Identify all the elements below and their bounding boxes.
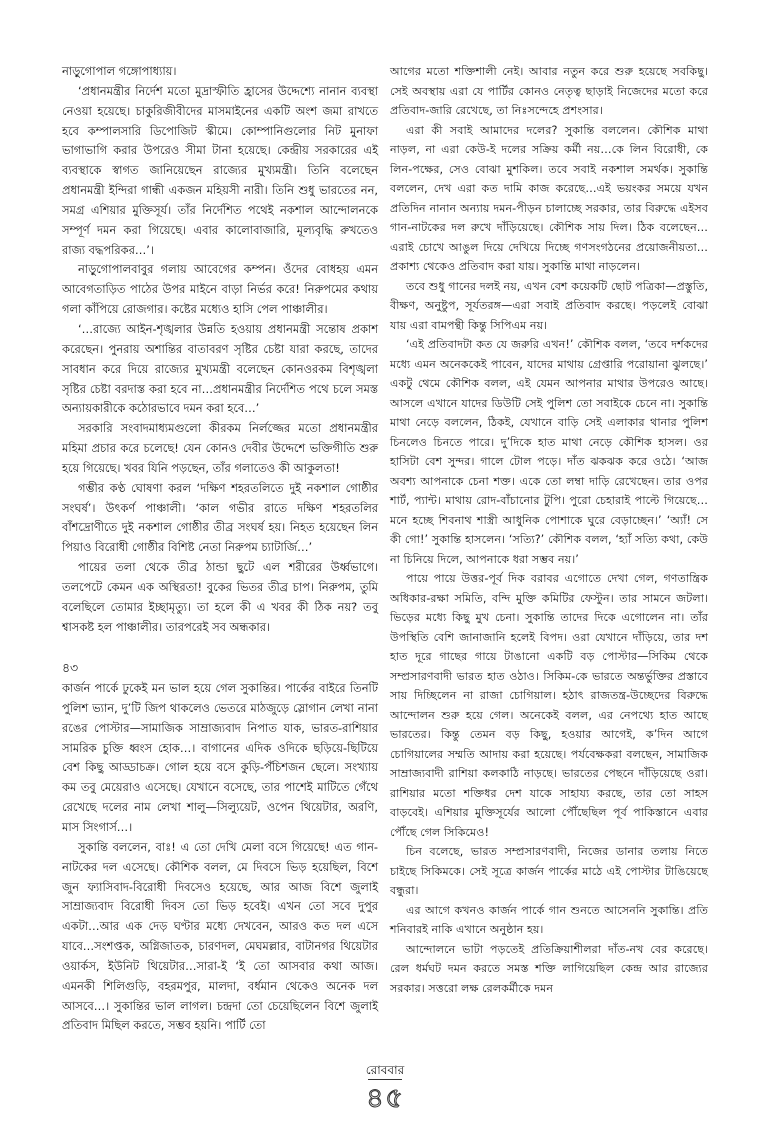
paragraph: সরকারি সংবাদমাধ্যমগুলো কীরকম নির্লজ্জের মতো প্রধানমন্ত্রীর মহিমা প্রচার করে চলেছে! যেন কোনও দেবীর উদ্দেশে ভক্তিগীতি শুরু হয়ে গিয়েছে। খবর যিনি পড়ছেন, তাঁর গলাতেও কী আকুলতা!	[62, 421, 378, 475]
paragraph: ‘এই প্রতিবাদটা কত যে জরুরি এখন!’ কৌশিক বলল, ‘তবে দর্শকদের মধ্যে এমন অনেককেই পাবেন, যাদের মাথায় গ্রেপ্তারি পরোয়ানা ঝুলছে।’ একটু থেমে কৌশিক বলল, এই যেমন আপনার মাথার উপরেও আছে। আসলে এখানে যাদের ডিউটি সেই পুলিশ তো সবাইকে চেনে না। সুকান্তি মাথা নেড়ে বললেন, ঠিকই, যেখানে বাড়ি সেই এলাকার থানার পুলিশ চিনলেও চিনতে পারে। দু’দিকে হাত মাথা নেড়ে কৌশিক হাসল। ওর হাসিটা বেশ সুন্দর। গালে টোল পড়ে। দাঁত ঝকঝক করে ওঠে। ‘আজ অবশ্য আপনাকে চেনা শক্ত। একে তো লম্বা দাড়ি রেখেছেন। তার ওপর শার্ট, প্যান্ট। মাথায় রোদ-বাঁচানোর টুপি। পুরো চেহারাই পাল্টে গিয়েছে…মনে হচ্ছে শিবনাথ শাস্ত্রী আধুনিক পোশাকে ঘুরে বেড়াচ্ছেন।’ ‘অ্যাঁ! সে কী গো!’ সুকান্তি হাসলেন। ‘সত্যি?’ কৌশিক বলল, ‘হ্যাঁ সত্যি কথা, কেউ না চিনিয়ে দিলে, আপনাকে ধরা সম্ভব নয়।’	[390, 338, 708, 566]
paragraph: ‘…রাজ্যে আইন-শৃঙ্খলার উন্নতি হওয়ায় প্রধানমন্ত্রী সন্তোষ প্রকাশ করেছেন। পুনরায় অশান্তির বাতাবরণ সৃষ্টির চেষ্টা যারা করছে, তাদের সাবধান করে দিয়ে রাজ্যের মুখ্যমন্ত্রী বলেছেন কোনওরকম বিশৃঙ্খলা সৃষ্টির চেষ্টা বরদাস্ত করা হবে না…প্রধানমন্ত্রীর নির্দেশিত পথে চলে সমস্ত অন্যায়কারীকে কঠোরভাবে দমন করা হবে…’	[62, 321, 378, 416]
left-text-column	[62, 62, 378, 1036]
paragraph: এরা কী সবাই আমাদের দলের? সুকান্তি বললেন। কৌশিক মাথা নাড়ল, না এরা কেউ-ই দলের সক্রিয় কর্মী নয়…কে লিন বিরোধী, কে লিন-পক্ষের, সেও বোঝা মুশকিল। তবে সবাই নকশাল সমর্থক। সুকান্তি বললেন, দেখ এরা কত দামি কাজ করেছে…এই ভয়ংকর সময়ে যখন প্রতিদিন নানান অন্যায় দমন-পীড়ন চালাচ্ছে সরকার, তার বিরুদ্ধে এইসব গান-নাটকের দল রুখে দাঁড়িয়েছে। কৌশিক সায় দিল। ঠিক বলেছেন…এরাই চোখে আঙুল দিয়ে দেখিয়ে দিচ্ছে গণসংগঠনের প্রয়োজনীয়তা…প্রকাশ্য থেকেও প্রতিবাদ করা যায়। সুকান্তি মাথা নাড়লেন।	[390, 123, 708, 273]
magazine-name: রোববার	[365, 1063, 405, 1077]
paragraph: তবে শুধু গানের দলই নয়, এখন বেশ কয়েকটি ছোট পত্রিকা—প্রস্তুতি, বীক্ষণ, অনুষ্টুপ, সূর্যতরঙ্গ—এরা সবাই প্রতিবাদ করছে। পড়লেই বোঝা যায় এরা বামপন্থী কিন্তু সিপিএম নয়।	[390, 279, 708, 332]
paragraph: গম্ভীর কণ্ঠ ঘোষণা করল ‘দক্ষিণ শহরতলিতে দুই নকশাল গোষ্ঠীর সংঘর্ষ’। উৎকর্ণ পাঞ্চালী। ‘কাল গভীর রাতে দক্ষিণ শহরতলির বাঁশদ্রোণীতে দুই নকশাল গোষ্ঠীর তীব্র সংঘর্ষ হয়। নিহত হয়েছেন লিন পিয়াও বিরোধী গোষ্ঠীর বিশিষ্ট নেতা নিরুপম চ্যাটার্জি…’	[62, 480, 378, 555]
paragraph: কার্জন পার্কে ঢুকেই মন ভাল হয়ে গেল সুকান্তির। পার্কের বাইরে তিনটি পুলিশ ভ্যান, দু’টি জিপ থাকলেও ভেতরে মাঠজুড়ে স্লোগান লেখা নানা রঙের পোস্টার—সামাজিক সাম্রাজ্যবাদ নিপাত যাক, ভারত-রাশিয়ার সামরিক চুক্তি ধ্বংস হোক…। বাগানের এদিক ওদিকে ছড়িয়ে-ছিটিয়ে বেশ কিছু আড্ডাচক্র। গোল হয়ে বসে কুড়ি-পঁচিশজন ছেলে। সংখ্যায় কম তবু মেয়েরাও এসেছে। যেখানে বসেছে, তার পাশেই মাটিতে গেঁথে রেখেছে দলের নাম লেখা শালু—সিল্যুয়েট, ওপেন থিয়েটার, অরণি, মাস সিংগার্স…।	[62, 681, 378, 834]
paragraph: এর আগে কখনও কার্জন পার্কে গান শুনতে আসেননি সুকান্তি। প্রতি শনিবারই নাকি এখানে অনুষ্ঠান হয়।	[390, 903, 708, 936]
paragraph: চিন বলেছে, ভারত সম্প্রসারণবাদী, নিজের ডানার তলায় নিতে চাইছে সিকিমকে। সেই সূত্রে কার্জন পার্কের মাঠে এই পোস্টার টাঙিয়েছে বন্ধুরা।	[390, 845, 708, 897]
section-number: ৪৩	[62, 660, 79, 676]
paragraph: ‘প্রধানমন্ত্রীর নির্দেশ মতো মুদ্রাস্ফীতি হ্রাসের উদ্দেশ্যে নানান ব্যবস্থা নেওয়া হয়েছে। চাকুরিজীবীদের মাসমাইনের একটি অংশ জমা রাখতে হবে কম্পালসারি ডিপোজিট স্কীমে। কোম্পানিগুলোর নিট মুনাফা ভাগাভাগি করার উপরেও সীমা টানা হয়েছে। কেন্দ্রীয় সরকারের এই ব্যবস্থাকে স্বাগত জানিয়েছেন রাজ্যের মুখ্যমন্ত্রী। তিনি বলেছেন প্রধানমন্ত্রী ইন্দিরা গান্ধী একজন মহিয়সী নারী। তিনি শুধু ভারতের নন, সমগ্র এশিয়ার মুক্তিসূর্য। তাঁর নির্দেশিত পথেই নকশাল আন্দোলনকে সম্পূর্ণ দমন করা গিয়েছে। এবার কালোবাজারি, মূল্যবৃদ্ধি রুখতেও রাজ্য বদ্ধপরিকর…’।	[62, 83, 378, 257]
paragraph: সুকান্তি বললেন, বাঃ! এ তো দেখি মেলা বসে গিয়েছে! এত গান-নাটকের দল এসেছে। কৌশিক বলল, মে দিবসে ভিড় হয়েছিল, বিশে জুন ফ্যাসিবাদ-বিরোধী দিবসেও হয়েছে, আর আজ বিশে জুলাই সাম্রাজ্যবাদ বিরোধী দিবস তো ভিড় হবেই। এখন তো সবে দুপুর একটা…আর এক দেড় ঘণ্টার মধ্যে দেখবেন, আরও কত দল এসে যাবে…সংশপ্তক, অগ্নিজাতক, চারণদল, মেঘমল্লার, বাটানগর থিয়েটার ওয়ার্কস, ইউনিট থিয়েটার…সারা-ই ‘ই তো আসবার কথা আজ। এমনকী শিলিগুড়ি, বহরমপুর, মালদা, বর্ধমান থেকেও অনেক দল আসবে…। সুকান্তির ভাল লাগল। চন্দ্রদা তো চেয়েছিলেন বিশে জুলাই প্রতিবাদ মিছিল করতে, সম্ভব হয়নি। পার্টি তো	[62, 839, 378, 1033]
paragraph: পায়ে পায়ে উত্তর-পূর্ব দিক বরাবর এগোতে দেখা গেল, গণতান্ত্রিক অধিকার-রক্ষা সমিতি, বন্দি মুক্তি কমিটির ফেস্টুন। তার সামনে জটলা। ভিড়ের মধ্যে কিছু মুখ চেনা। সুকান্তি তাদের দিকে এগোলেন না। তাঁর উপস্থিতি বেশি জানাজানি হলেই বিপদ। ওরা যেখানে দাঁড়িয়ে, তার দশ হাত দূরে গাছের গায়ে টাঙানো একটি বড় পোস্টার—সিকিম থেকে সম্প্রসারণবাদী ভারত হাত ওঠাও। সিকিম-কে ভারতে অন্তর্ভুক্তির প্রস্তাবে সায় দিচ্ছিলেন না রাজা চোগিয়াল। হঠাৎ রাজতন্ত্র-উচ্ছেদের বিরুদ্ধে আন্দোলন শুরু হয়ে গেল। অনেকেই বলল, এর নেপথ্যে হাত আছে ভারতের। কিন্তু তেমন বড় কিছু, হওয়ার আগেই, ক’দিন আগে চোগিয়ালের সম্মতি আদায় করা হয়েছে। পর্যবেক্ষকরা বলছেন, সামাজিক সাম্রাজ্যবাদী রাশিয়া কলকাঠি নাড়ছে। ভারতের পেছনে দাঁড়িয়েছে ওরা। রাশিয়ার মতো শক্তিধর দেশ যাকে সাহায্য করছে, তার তো সাহস বাড়বেই। এশিয়ার মুক্তিসূর্যের আলো পৌঁছেছিল পূর্ব পাকিস্তানে এবার পৌঁছে গেল সিকিমেও!	[390, 572, 708, 839]
right-text-column	[390, 62, 708, 998]
paragraph: নাড়ুগোপাল গঙ্গোপাধ্যায়।	[62, 64, 177, 78]
paragraph: আন্দোলনে ভাটা পড়তেই প্রতিক্রিয়াশীলরা দাঁত-নখ বের করেছে। রেল ধর্মঘট দমন করতে সমস্ত শক্তি লাগিয়েছিল কেন্দ্র আর রাজ্যের সরকার। সত্তরো লক্ষ রেলকর্মীকে দমন	[390, 942, 708, 995]
footer-divider	[368, 1079, 402, 1080]
paragraph: নাড়ুগোপালবাবুর গলায় আবেগের কম্পন। ওঁদের বোধহয় এমন আবেগতাড়িত পাঠের উপর মাইনে বাড়া নির্ভর করে! নিরুপমের কথায় গলা কাঁপিয়ে রোজগার। কষ্টের মধ্যেও হাসি পেল পাঞ্চালীর।	[62, 262, 378, 317]
paragraph: পায়ের তলা থেকে তীব্র ঠান্ডা ছুটে এল শরীরের উর্ধ্বভাগে। তলপেটে কেমন এক অস্থিরতা! বুকের ভিতর তীব্র চাপ। নিরুপম, তুমি বলেছিলে তোমার ইচ্ছামৃত্যু। তা হলে কী এ খবর কী ঠিক নয়? তবু শ্বাসকষ্ট হল পাঞ্চালীর। তারপরেই সব অন্ধকার।	[62, 560, 378, 634]
paragraph: আগের মতো শক্তিশালী নেই। আবার নতুন করে শুরু হয়েছে সবকিছু। সেই অবস্থায় এরা যে পার্টির কোনও নেতৃত্ব ছাড়াই নিজেদের মতো করে প্রতিবাদ-জারি রেখেছে, তা নিঃসন্দেহে প্রশংসার।	[390, 65, 708, 117]
page-number: ৪৫	[365, 1081, 405, 1114]
page-footer	[0, 1062, 770, 1113]
